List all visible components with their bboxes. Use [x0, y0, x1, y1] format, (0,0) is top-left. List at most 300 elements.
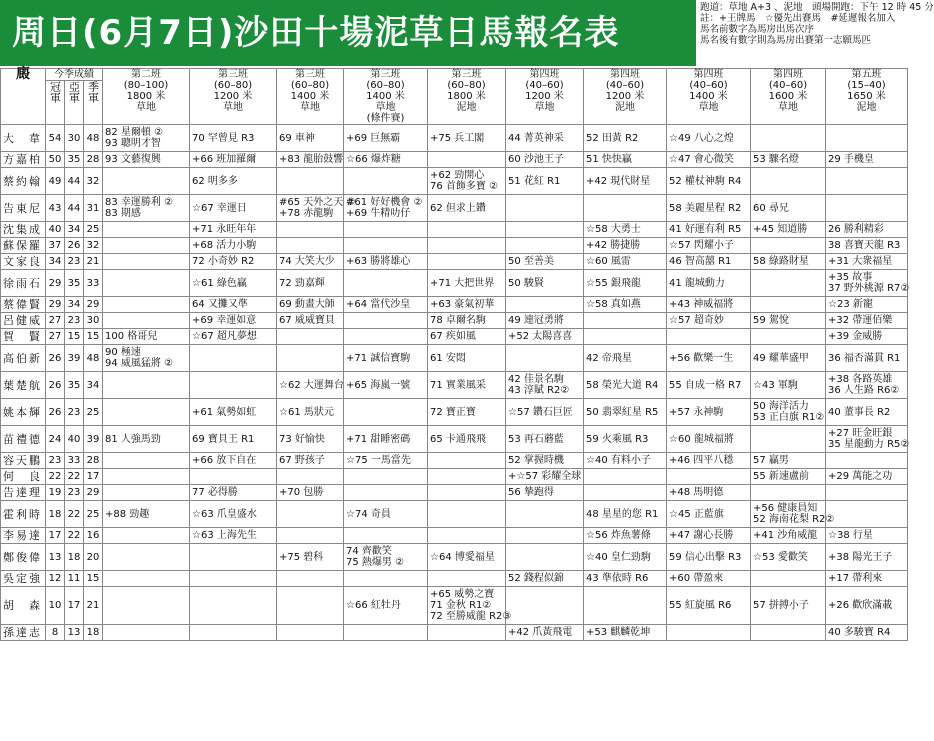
entry-cell — [344, 125, 428, 152]
horse-entry: +65 海嵐一號 — [346, 379, 411, 391]
entry-cell — [277, 587, 344, 625]
stat-seconds: 33 — [65, 453, 84, 469]
horse-entry: +78 赤龍駒 — [279, 208, 334, 219]
horse-entry: 83 幸運勝利 ② — [105, 197, 174, 208]
entry-cell — [506, 238, 584, 254]
entry-cell — [277, 453, 344, 469]
entry-cell — [826, 625, 908, 641]
entry-cell — [428, 195, 506, 222]
entry-cell — [277, 571, 344, 587]
horse-entry: 51 快快贏 — [586, 154, 632, 165]
entry-cell — [277, 399, 344, 426]
entry-cell — [584, 168, 667, 195]
horse-entry: +48 馬明德 — [669, 487, 724, 498]
entry-cell — [428, 222, 506, 238]
horse-entry: 41 好運有利 R5 — [669, 224, 742, 235]
stat-seconds: 18 — [65, 544, 84, 571]
entry-cell — [506, 469, 584, 485]
horse-entry: +71 甜睡密碼 — [346, 433, 411, 445]
horse-entry: ☆67 超凡夢想 — [192, 331, 257, 342]
horse-entry: +57 永神駒 — [669, 406, 724, 418]
horse-entry: ☆61 綠色贏 — [192, 277, 247, 289]
entry-cell — [584, 372, 667, 399]
race-header-line: 1600 米 — [768, 91, 808, 102]
horse-entry: 62 明多多 — [192, 175, 238, 187]
entry-cell — [428, 469, 506, 485]
stat-thirds: 18 — [84, 625, 103, 641]
entry-cell — [190, 587, 277, 625]
race-header-line: 第二班 — [131, 69, 161, 80]
horse-entry: +42 現代財星 — [586, 175, 651, 187]
race-header-line: 泥地 — [615, 102, 635, 113]
entry-cell — [826, 254, 908, 270]
table-row — [1, 270, 908, 297]
entry-cell — [428, 571, 506, 587]
trainer-name: 吳定強 — [1, 571, 46, 587]
trainer-name: 霍利時 — [1, 501, 46, 528]
horse-entry: 93 聰明才智 — [105, 138, 161, 149]
entry-cell — [190, 345, 277, 372]
entry-cell — [826, 587, 908, 625]
horse-entry: 49 耀華盛甲 — [753, 352, 809, 364]
horse-entry: ☆40 有料小子 — [586, 455, 651, 466]
trainer-name: 姚本輝 — [1, 399, 46, 426]
horse-entry: 29 手機皇 — [828, 154, 874, 165]
race-header-line: 第三班 — [370, 69, 401, 80]
horse-entry: 43 淳賦 R2② — [508, 385, 570, 396]
stat-thirds: 28 — [84, 152, 103, 168]
entry-cell — [277, 297, 344, 313]
horse-entry: +64 當代沙皇 — [346, 299, 411, 310]
entry-cell — [584, 625, 667, 641]
horse-entry: 74 齊歡笑 — [346, 546, 392, 557]
horse-entry: 67 疾如風 — [430, 331, 476, 342]
trainer-name: 蔡約翰 — [1, 168, 46, 195]
entry-cell — [751, 469, 826, 485]
stat-header-first: 冠軍 — [46, 81, 65, 125]
horse-entry: +39 金威勝 — [828, 331, 883, 342]
entry-cell — [428, 345, 506, 372]
entry-cell — [584, 453, 667, 469]
entry-cell — [506, 501, 584, 528]
entry-cell — [277, 426, 344, 453]
stat-seconds: 34 — [65, 222, 84, 238]
entry-cell — [826, 329, 908, 345]
horse-entry: ☆56 炸魚薯條 — [586, 530, 651, 541]
stat-thirds: 17 — [84, 469, 103, 485]
horse-entry: 52 田黃 R2 — [586, 132, 639, 144]
entry-cell — [751, 254, 826, 270]
entry-cell — [667, 297, 751, 313]
entry-cell — [103, 544, 190, 571]
entry-cell — [428, 372, 506, 399]
stat-thirds: 31 — [84, 195, 103, 222]
table-row — [1, 313, 908, 329]
entry-cell — [103, 372, 190, 399]
entry-cell — [826, 571, 908, 587]
entry-cell — [584, 469, 667, 485]
horse-entry: ☆38 行星 — [828, 530, 873, 541]
horse-entry: 50 駿賢 — [508, 277, 544, 289]
entry-cell — [428, 125, 506, 152]
stat-thirds: 20 — [84, 544, 103, 571]
entry-cell — [667, 345, 751, 372]
stat-wins: 40 — [46, 222, 65, 238]
trainer-name: 容天鵬 — [1, 453, 46, 469]
stat-seconds: 26 — [65, 238, 84, 254]
race-header-4 — [344, 69, 428, 125]
stat-seconds: 22 — [65, 469, 84, 485]
race-header-line: (60–80) — [213, 80, 253, 91]
entry-cell — [103, 625, 190, 641]
horse-entry: ☆63 上海先生 — [192, 530, 257, 541]
race-header-line: 草地 — [698, 102, 719, 113]
entry-cell — [667, 399, 751, 426]
entry-cell — [506, 426, 584, 453]
trainer-name: 方嘉柏 — [1, 152, 46, 168]
entry-cell — [103, 485, 190, 501]
entry-cell — [751, 587, 826, 625]
table-row — [1, 426, 908, 453]
entry-cell — [277, 345, 344, 372]
entry-cell — [751, 372, 826, 399]
entry-cell — [277, 313, 344, 329]
entry-cell — [826, 168, 908, 195]
entry-cell — [751, 625, 826, 641]
stat-wins: 49 — [46, 168, 65, 195]
entry-cell — [344, 372, 428, 399]
horse-entry: 51 花紅 R1 — [508, 175, 561, 187]
entry-cell — [428, 544, 506, 571]
entry-cell — [667, 195, 751, 222]
horse-entry: 50 海洋活力 — [753, 401, 809, 412]
horse-entry: 46 智高囍 R1 — [669, 256, 732, 267]
entry-cell — [344, 485, 428, 501]
horse-entry: ☆64 博愛福星 — [430, 551, 495, 563]
entry-cell — [751, 485, 826, 501]
entry-cell — [344, 399, 428, 426]
entry-cell — [428, 587, 512, 625]
entry-cell — [751, 571, 826, 587]
horse-entry: ☆66 紅牡丹 — [346, 600, 401, 611]
race-header-line: 1400 米 — [290, 91, 330, 102]
horse-entry: +75 碧科 — [279, 551, 324, 563]
table-row — [1, 625, 908, 641]
entry-cell — [190, 125, 277, 152]
horse-entry: 69 動畫大師 — [279, 299, 335, 310]
horse-entry: 49 連冠勇將 — [508, 315, 564, 326]
race-header-line: 第四班 — [693, 69, 724, 80]
race-header-line: 1800 米 — [447, 91, 486, 102]
entry-cell — [190, 270, 277, 297]
horse-entry: 26 勝利精彩 — [828, 224, 884, 235]
entry-cell — [428, 297, 506, 313]
stat-seconds: 22 — [65, 501, 84, 528]
entry-cell — [103, 297, 190, 313]
horse-entry: 69 寶貝王 R1 — [192, 433, 255, 445]
race-header-line: (40–60) — [689, 80, 728, 91]
entry-cell — [103, 238, 190, 254]
stat-wins: 23 — [46, 453, 65, 469]
stat-thirds: 25 — [84, 222, 103, 238]
entry-cell — [584, 313, 667, 329]
entry-cell — [190, 313, 277, 329]
horse-entry: 75 熱爆男 ② — [346, 557, 405, 568]
note-legend: 註：+王牌馬 ☆優先出賽馬 #延遲報名加入 — [700, 13, 896, 24]
entry-cell — [506, 254, 584, 270]
stat-thirds: 21 — [84, 587, 103, 625]
horse-entry: 53 正白旗 R1② — [753, 412, 825, 423]
entry-cell — [428, 485, 506, 501]
season-record-header: 今季成績 — [46, 69, 103, 81]
entry-cell — [428, 528, 506, 544]
entry-cell — [277, 238, 344, 254]
entry-cell — [103, 152, 190, 168]
entry-cell — [826, 297, 908, 313]
horse-entry: 72 寶正寶 — [430, 406, 476, 418]
stat-thirds: 39 — [84, 426, 103, 453]
table-row — [1, 297, 908, 313]
entry-cell — [584, 254, 667, 270]
entry-cell — [190, 399, 277, 426]
stat-wins: 12 — [46, 571, 65, 587]
horse-entry: +66 放下自在 — [192, 455, 257, 466]
table-row — [1, 329, 908, 345]
horse-entry: 55 紅旋風 R6 — [669, 600, 732, 611]
horse-entry: 40 多駿寶 R4 — [828, 627, 891, 638]
entry-cell — [826, 399, 908, 426]
horse-entry: 58 美麗星程 R2 — [669, 202, 742, 214]
stat-wins: 29 — [46, 270, 65, 297]
stat-seconds: 35 — [65, 152, 84, 168]
entry-cell — [667, 469, 751, 485]
table-row — [1, 544, 908, 571]
horse-entry: #65 天外之天 ② — [279, 197, 356, 208]
entry-cell — [428, 453, 506, 469]
entry-cell — [506, 399, 584, 426]
entry-cell — [667, 168, 751, 195]
horse-entry: 35 星龍動力 R5② — [828, 439, 910, 450]
horse-entry: +52 太陽喜喜 — [508, 331, 573, 342]
race-header-line: 草地 — [136, 102, 156, 113]
entry-cell — [506, 313, 584, 329]
entry-cell — [667, 528, 751, 544]
entry-cell — [751, 222, 826, 238]
horse-entry: 52 權杖神駒 R4 — [669, 175, 742, 187]
race-header-line: (40–60) — [525, 80, 564, 91]
trainer-name: 大 韋 — [1, 125, 46, 152]
entry-cell — [826, 426, 908, 453]
entry-cell — [826, 238, 908, 254]
entry-cell — [584, 501, 667, 528]
horse-entry: 72 小奇妙 R2 — [192, 256, 255, 267]
horse-entry: ☆75 一馬當先 — [346, 455, 411, 466]
horse-entry: #61 好好機會 ② — [346, 197, 423, 208]
entry-cell — [344, 453, 428, 469]
horse-entry: +☆57 彩耀全球 — [508, 471, 582, 482]
entry-cell — [584, 195, 667, 222]
trainer-name: 胡 森 — [1, 587, 46, 625]
notes-box — [697, 0, 934, 66]
entry-cell — [344, 469, 428, 485]
entry-cell — [506, 625, 584, 641]
entry-cell — [667, 152, 751, 168]
entry-cell — [190, 501, 277, 528]
header — [0, 0, 934, 66]
entry-cell — [667, 238, 751, 254]
horse-entry: +63 豪氣初華 — [430, 299, 495, 310]
horse-entry: 60 尋兄 — [753, 202, 789, 214]
stat-seconds: 23 — [65, 399, 84, 426]
horse-entry: 36 福否滿貫 R1 — [828, 352, 901, 364]
horse-entry: 38 喜寶天龍 R3 — [828, 240, 901, 251]
trainer-name: 告東尼 — [1, 195, 46, 222]
entry-cell — [190, 254, 277, 270]
horse-entry: +31 大衆福星 — [828, 256, 893, 267]
entry-cell — [344, 528, 428, 544]
stat-wins: 26 — [46, 372, 65, 399]
race-header-line: 第五班 — [851, 69, 882, 80]
entry-cell — [190, 469, 277, 485]
entry-cell — [667, 222, 751, 238]
stat-thirds: 16 — [84, 528, 103, 544]
stat-thirds: 25 — [84, 399, 103, 426]
trainer-name: 文家良 — [1, 254, 46, 270]
race-header-line: (40–60) — [768, 80, 808, 91]
entry-cell — [103, 168, 190, 195]
horse-entry: +61 氣勢如虹 — [192, 406, 257, 418]
trainer-name: 沈集成 — [1, 222, 46, 238]
entry-cell — [344, 426, 428, 453]
horse-entry: 36 人生路 R6② — [828, 385, 900, 396]
entry-cell — [506, 544, 584, 571]
horse-entry: ☆23 新寵 — [828, 299, 873, 310]
horse-entry: 40 董事長 R2 — [828, 406, 891, 418]
horse-entry: 67 威威寶貝 — [279, 315, 335, 326]
trainer-name: 李易達 — [1, 528, 46, 544]
horse-entry: +71 誠信寶駒 — [346, 352, 411, 364]
stat-thirds: 21 — [84, 254, 103, 270]
entry-cell — [190, 485, 277, 501]
stat-wins: 13 — [46, 544, 65, 571]
stat-seconds: 23 — [65, 313, 84, 329]
horse-entry: ☆58 真如燕 — [586, 299, 641, 310]
horse-entry: +56 健康員知 — [753, 503, 818, 514]
entry-cell — [103, 399, 190, 426]
stat-thirds: 48 — [84, 345, 103, 372]
horse-entry: 53 驟名燈 — [753, 154, 799, 165]
table-row — [1, 453, 908, 469]
entry-cell — [584, 544, 667, 571]
horse-entry: +38 各路英雄 — [828, 374, 893, 385]
trainer-name: 徐雨石 — [1, 270, 46, 297]
entry-cell — [277, 625, 344, 641]
entry-cell — [751, 501, 835, 528]
stat-seconds: 44 — [65, 195, 84, 222]
entry-cell — [190, 152, 277, 168]
entry-cell — [826, 485, 908, 501]
horse-entry: +68 活力小駒 — [192, 240, 257, 251]
horse-entry: 83 期感 — [105, 208, 141, 219]
entry-cell — [103, 426, 190, 453]
stat-thirds: 25 — [84, 501, 103, 528]
trainer-name: 賀 賢 — [1, 329, 46, 345]
entry-cell — [277, 195, 356, 222]
horse-entry: 57 贏男 — [753, 455, 789, 466]
horse-entry: 57 拼搏小子 — [753, 600, 809, 611]
entry-cell — [103, 270, 190, 297]
stat-seconds: 35 — [65, 270, 84, 297]
entry-cell — [584, 528, 667, 544]
horse-entry: 50 至善美 — [508, 256, 554, 267]
race-header-line: (15–40) — [847, 80, 886, 91]
entry-cell — [584, 399, 667, 426]
horse-entry: 72 勁嘉輝 — [279, 277, 325, 289]
entry-cell — [190, 222, 277, 238]
horse-entry: 42 佳景名駒 — [508, 374, 564, 385]
entry-cell — [190, 372, 277, 399]
horse-entry: 41 龍城動力 — [669, 277, 725, 289]
entry-cell — [584, 125, 667, 152]
entry-cell — [751, 270, 826, 297]
race-header-line: 第三班 — [451, 69, 482, 80]
horse-entry: 70 罕曾見 R3 — [192, 132, 255, 144]
entry-cell — [190, 168, 277, 195]
entry-cell — [277, 485, 344, 501]
entry-cell — [103, 345, 190, 372]
horse-entry: ☆55 銀飛龍 — [586, 277, 641, 289]
entry-cell — [506, 168, 584, 195]
race-header-line: 草地 — [534, 102, 555, 113]
stat-wins: 27 — [46, 329, 65, 345]
trainer-name: 呂健威 — [1, 313, 46, 329]
stat-seconds: 23 — [65, 485, 84, 501]
stat-thirds: 48 — [84, 125, 103, 152]
horse-entry: ☆43 軍駒 — [753, 379, 798, 391]
entry-cell — [344, 544, 428, 571]
race-header-line: 1800 米 — [126, 91, 166, 102]
entry-cell — [667, 587, 751, 625]
race-header-line: 1200 米 — [605, 91, 645, 102]
stat-seconds: 35 — [65, 372, 84, 399]
table-body — [1, 125, 908, 641]
table-row — [1, 501, 908, 528]
horse-entry: 55 新速盧前 — [753, 471, 809, 482]
stat-wins: 19 — [46, 485, 65, 501]
entry-cell — [344, 238, 428, 254]
table-header — [1, 66, 908, 125]
trainer-name: 蔡偉賢 — [1, 297, 46, 313]
entry-cell — [190, 238, 277, 254]
stat-wins: 22 — [46, 469, 65, 485]
race-header-line: 泥地 — [856, 102, 877, 113]
horse-entry: +56 歡樂一生 — [669, 352, 734, 364]
table-row — [1, 528, 908, 544]
entry-cell — [826, 125, 908, 152]
entry-cell — [277, 501, 344, 528]
race-header-2 — [190, 69, 277, 125]
race-header-line: 泥地 — [456, 102, 477, 113]
horse-entry: +42 爪黃飛電 — [508, 627, 573, 638]
stat-wins: 37 — [46, 238, 65, 254]
table-row — [1, 571, 908, 587]
entry-cell — [344, 329, 428, 345]
entry-cell — [428, 313, 506, 329]
entry-cell — [277, 544, 344, 571]
stat-seconds: 34 — [65, 297, 84, 313]
horse-entry: +42 勝捷勝 — [586, 240, 641, 251]
entry-cell — [103, 195, 190, 222]
